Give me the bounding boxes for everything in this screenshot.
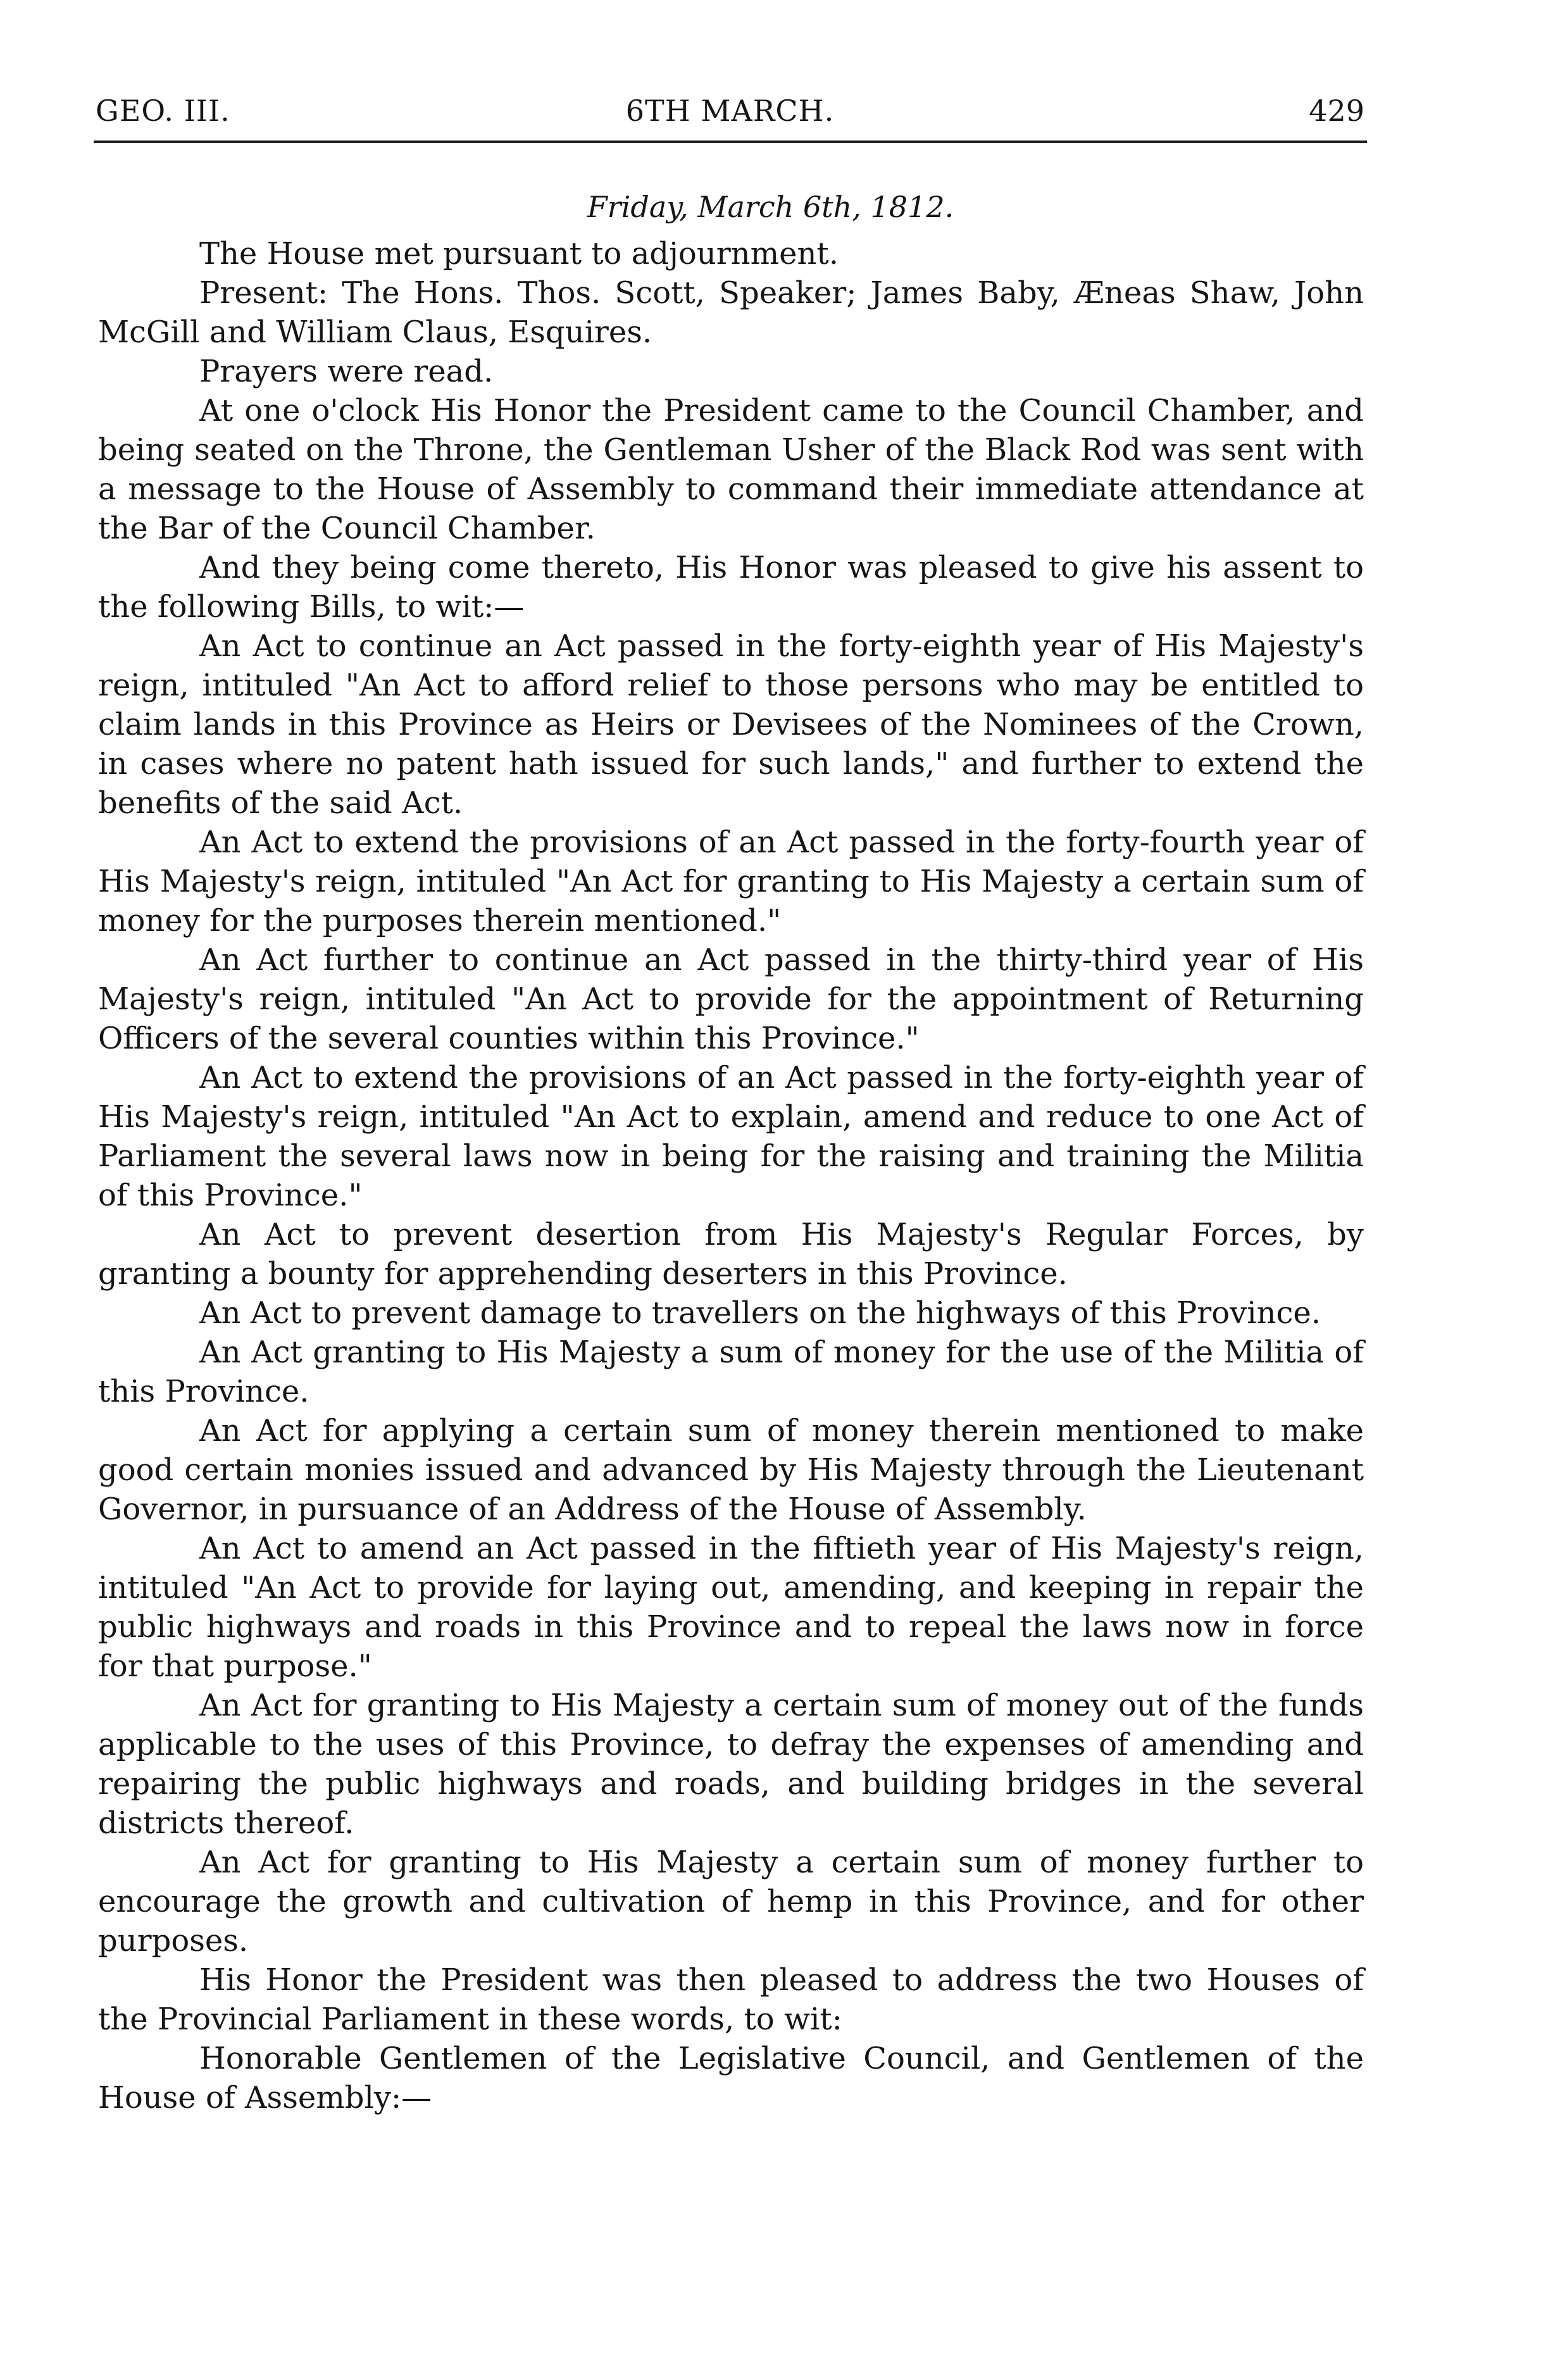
paragraph: An Act for granting to His Majesty a certain sum of money out of the funds applicable to the uses of this Province, to defray the expenses of amending and repairing the public highways and roads, and building bridges in the several districts thereof. (98, 1688, 1364, 1841)
paragraph: An Act for applying a certain sum of money therein mentioned to make good certain monies issued and advanced by His Majesty through the Lieutenant Governor, in pursuance of an Address of the House of Assembly. (98, 1413, 1364, 1527)
header-date: 6TH MARCH. (625, 94, 835, 128)
paragraph: His Honor the President was then pleased to address the two Houses of the Provincial Parliament in these words, to wit: (98, 1962, 1364, 2037)
page-number: 429 (1309, 94, 1364, 128)
paragraph: And they being come thereto, His Honor was pleased to give his assent to the following Bills, to wit:— (98, 550, 1364, 625)
paragraph: An Act granting to His Majesty a sum of money for the use of the Militia of this Province. (98, 1335, 1364, 1409)
paragraph: Present: The Hons. Thos. Scott, Speaker; James Baby, Æneas Shaw, John McGill and William Claus, Esquires. (98, 275, 1364, 350)
paragraph: An Act to extend the provisions of an Act passed in the forty-fourth year of His Majesty's reign, intituled "An Act for granting to His Majesty a certain sum of money for the purposes therein mentioned." (98, 825, 1364, 938)
body-text (98, 234, 1364, 2117)
header-reign: GEO. III. (96, 94, 230, 128)
running-header (96, 92, 1364, 130)
paragraph: An Act further to continue an Act passed in the thirty-third year of His Majesty's reign, intituled "An Act to provide for the appointment of Returning Officers of the several counties within this Province." (98, 942, 1364, 1056)
session-date: Friday, March 6th, 1812. (587, 190, 954, 224)
paragraph: Prayers were read. (199, 354, 494, 389)
header-rule (94, 140, 1367, 143)
paragraph: An Act to extend the provisions of an Act passed in the forty-eighth year of His Majesty's reign, intituled "An Act to explain, amend and reduce to one Act of Parliament the several laws now in being for the raising and training the Militia of this Province." (98, 1060, 1364, 1213)
paragraph: An Act to prevent damage to travellers on the highways of this Province. (199, 1295, 1321, 1331)
paragraph: At one o'clock His Honor the President came to the Council Chamber, and being seated on the Throne, the Gentleman Usher of the Black Rod was sent with a message to the House of Assembly to command their immediate attendance at the Bar of the Council Chamber. (98, 393, 1364, 546)
paragraph: An Act for granting to His Majesty a certain sum of money further to encourage the growth and cultivation of hemp in this Province, and for other purposes. (98, 1845, 1364, 1959)
paragraph: An Act to prevent desertion from His Majesty's Regular Forces, by granting a bounty for apprehending deserters in this Province. (98, 1217, 1364, 1292)
paragraph: An Act to continue an Act passed in the forty-eighth year of His Majesty's reign, intituled "An Act to afford relief to those persons who may be entitled to claim lands in this Province as Heirs or Devisees of the Nominees of the Crown, in cases where no patent hath issued for such lands," and further to extend the benefits of the said Act. (98, 628, 1364, 821)
paragraph: The House met pursuant to adjournment. (199, 236, 839, 271)
paragraph: An Act to amend an Act passed in the fiftieth year of His Majesty's reign, intituled "An Act to provide for laying out, amending, and keeping in repair the public highways and roads in this Province and to repeal the laws now in force for that purpose." (98, 1531, 1364, 1684)
paragraph: Honorable Gentlemen of the Legislative Council, and Gentlemen of the House of Assembly:— (98, 2041, 1364, 2115)
